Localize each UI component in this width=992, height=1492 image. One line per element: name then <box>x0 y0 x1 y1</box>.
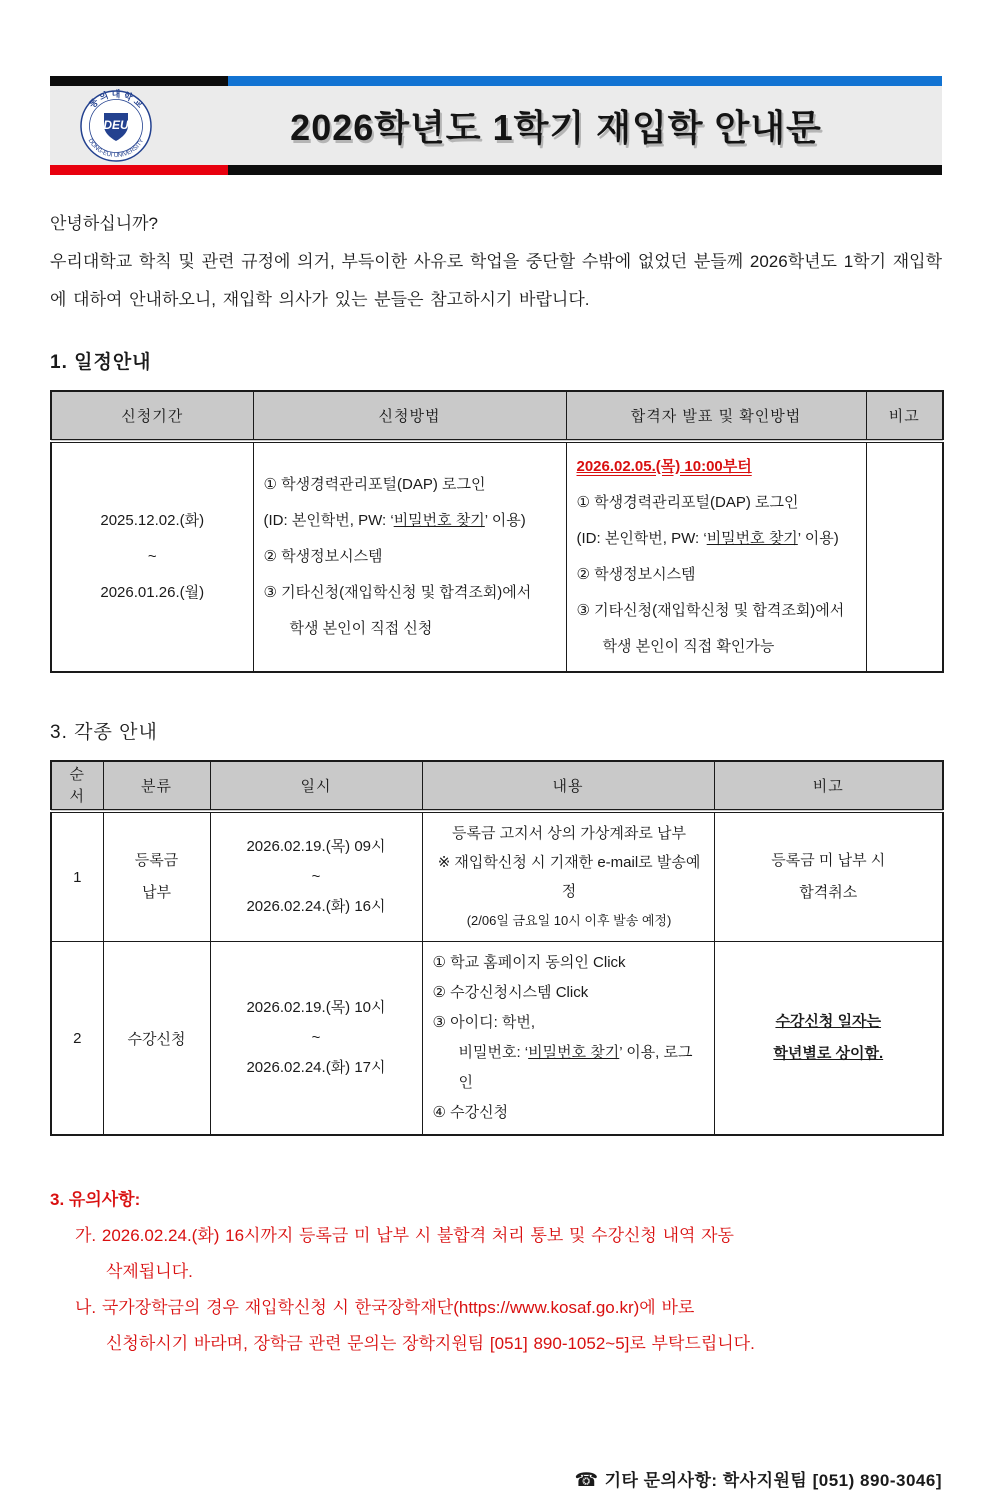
method-step2: ② 학생정보시스템 <box>263 548 383 565</box>
guide-row-tuition <box>51 811 943 942</box>
row1-content-line2: ※ 재입학신청 시 기재한 e-mail로 발송예정 <box>437 854 701 900</box>
university-logo-icon <box>68 89 164 163</box>
method-step3: ③ 기타신청(재입학신청 및 합격조회)에서 <box>263 584 532 601</box>
row2-find-password-link-text: 비밀번호 찾기 <box>528 1044 620 1061</box>
caution-item-na: 나. 국가장학금의 경우 재입학신청 시 한국장학재단(https://www.kosaf.go.kr)에 바로 <box>75 1298 695 1317</box>
bottom-bar-red-segment <box>50 165 228 175</box>
method-step3-cont: 학생 본인이 직접 신청 <box>289 620 433 637</box>
row2-pw-suffix: ’ 이용, 로그인 <box>458 1044 693 1091</box>
row2-pw-prefix: 비밀번호: ‘ <box>458 1044 529 1061</box>
section1-heading: 1. 일정안내 <box>50 352 152 373</box>
row2-dt-end: 2026.02.24.(화) 17시 <box>246 1059 386 1076</box>
header-banner <box>50 76 942 175</box>
method-find-password-link-text: 비밀번호 찾기 <box>393 512 485 529</box>
col-header-no-line2: 서 <box>69 787 85 805</box>
result-find-password-link-text: 비밀번호 찾기 <box>706 530 798 547</box>
row2-note-line1: 수강신청 일자는 <box>775 1013 882 1030</box>
footer-contact <box>50 1466 942 1492</box>
method-id-line <box>264 503 562 539</box>
schedule-table-header-row <box>51 391 943 441</box>
row2-dt-start: 2026.02.19.(목) 10시 <box>246 999 386 1016</box>
col-header-no-line1: 순 <box>69 765 85 783</box>
row2-password-line <box>433 1038 706 1098</box>
col-header-note2: 비고 <box>714 761 943 811</box>
banner-panel <box>50 86 942 165</box>
row1-content-line3: (2/06일 금요일 10시 이후 발송 예정) <box>466 913 672 928</box>
caution-item-na-cont: 신청하시기 바라며, 장학금 관련 문의는 장학지원팀 [051] 890-1052~5]로 부탁드립니다. <box>106 1334 755 1353</box>
row2-content <box>422 942 714 1136</box>
row2-dt-tilde: ~ <box>311 1029 321 1046</box>
result-check-cell <box>566 441 866 672</box>
logo-bottom-text: DONG-EUI UNIVERSITY <box>86 138 146 160</box>
row1-dt-start: 2026.02.19.(목) 09시 <box>246 838 386 855</box>
row1-dt-tilde: ~ <box>311 868 321 885</box>
footer-contact-text: 기타 문의사항: 학사지원팀 [051) 890-3046] <box>604 1471 942 1490</box>
row2-step2: ② 수강신청시스템 Click <box>432 984 589 1001</box>
logo-top-text: 동 의 대 학 교 <box>87 89 145 110</box>
col-header-content: 내용 <box>422 761 714 811</box>
method-id-suffix: ’ 이용) <box>484 512 526 529</box>
top-bar-black-segment <box>50 76 228 86</box>
method-step1: ① 학생경력관리포털(DAP) 로그인 <box>263 476 486 493</box>
banner-bottom-bar <box>50 165 942 175</box>
result-id-suffix: ’ 이용) <box>797 530 839 547</box>
row1-content <box>422 811 714 942</box>
banner-top-bar <box>50 76 942 86</box>
document-page <box>50 0 942 1492</box>
row1-category-line1: 등록금 <box>134 852 179 869</box>
col-header-category: 분류 <box>103 761 210 811</box>
greeting-line: 안녕하십니까? <box>50 214 158 233</box>
result-id-prefix: (ID: 본인학번, PW: ‘ <box>576 530 707 547</box>
schedule-note-cell <box>866 441 943 672</box>
guide-table <box>50 760 944 1136</box>
section3-heading: 3. 각종 안내 <box>50 722 158 743</box>
schedule-table <box>50 390 944 673</box>
result-step2: ② 학생정보시스템 <box>576 566 696 583</box>
bottom-bar-black-segment <box>228 165 942 175</box>
cautions-heading: 3. 유의사항: <box>50 1190 141 1209</box>
row1-note-line1: 등록금 미 납부 시 <box>771 852 886 869</box>
col-header-apply-period: 신청기간 <box>51 391 253 441</box>
row1-category-line2: 납부 <box>142 884 171 901</box>
apply-method-cell <box>253 441 566 672</box>
cautions-section <box>50 1182 942 1362</box>
top-bar-blue-segment <box>228 76 942 86</box>
col-header-note: 비고 <box>866 391 943 441</box>
result-step1: ① 학생경력관리포털(DAP) 로그인 <box>576 494 799 511</box>
row2-note <box>714 942 943 1136</box>
result-step3: ③ 기타신청(재입학신청 및 합격조회)에서 <box>576 602 845 619</box>
row1-datetime <box>210 811 422 942</box>
row2-step3: ③ 아이디: 학번, <box>432 1014 536 1031</box>
page-title: 2026학년도 1학기 재입학 안내문 <box>290 107 822 148</box>
schedule-table-row <box>51 441 943 672</box>
guide-table-header-row <box>51 761 943 811</box>
row2-datetime <box>210 942 422 1136</box>
col-header-result: 합격자 발표 및 확인방법 <box>566 391 866 441</box>
logo-shield-text: DEU <box>103 118 129 132</box>
col-header-apply-method: 신청방법 <box>253 391 566 441</box>
row2-step1: ① 학교 홈페이지 동의인 Click <box>432 954 626 971</box>
method-id-prefix: (ID: 본인학번, PW: ‘ <box>263 512 394 529</box>
row1-no: 1 <box>51 811 103 942</box>
intro-paragraph <box>50 205 942 319</box>
period-end: 2026.01.26.(월) <box>100 584 205 601</box>
caution-item-ga: 가. 2026.02.24.(화) 16시까지 등록금 미 납부 시 불합격 처리 통보 및 수강신청 내역 자동 <box>75 1226 734 1245</box>
row2-no: 2 <box>51 942 103 1136</box>
row1-note-line2: 합격취소 <box>799 884 858 901</box>
period-start: 2025.12.02.(화) <box>100 512 205 529</box>
telephone-icon: ☎ <box>574 1470 599 1491</box>
row2-step4: ④ 수강신청 <box>432 1104 509 1121</box>
period-tilde: ~ <box>147 548 157 565</box>
row2-category: 수강신청 <box>103 942 210 1136</box>
row1-dt-end: 2026.02.24.(화) 16시 <box>246 898 386 915</box>
apply-period-cell <box>51 441 253 672</box>
col-header-no <box>51 761 103 811</box>
row1-content-line1: 등록금 고지서 상의 가상계좌로 납부 <box>451 825 687 842</box>
row1-note <box>714 811 943 942</box>
caution-item-ga-cont: 삭제됩니다. <box>106 1262 193 1281</box>
result-announce-datetime: 2026.02.05.(목) 10:00부터 <box>576 458 752 475</box>
guide-row-course-registration <box>51 942 943 1136</box>
col-header-datetime: 일시 <box>210 761 422 811</box>
intro-body: 우리대학교 학칙 및 관련 규정에 의거, 부득이한 사유로 학업을 중단할 수밖에 없었던 분들께 2026학년도 1학기 재입학에 대하여 안내하오니, 재입학 의사가 있는 분들은 참고하시기 바랍니다. <box>50 252 942 309</box>
row2-note-line2: 학년별로 상이함. <box>773 1045 884 1062</box>
result-step3-cont: 학생 본인이 직접 확인가능 <box>602 638 775 655</box>
result-id-line <box>577 521 862 557</box>
row1-category <box>103 811 210 942</box>
